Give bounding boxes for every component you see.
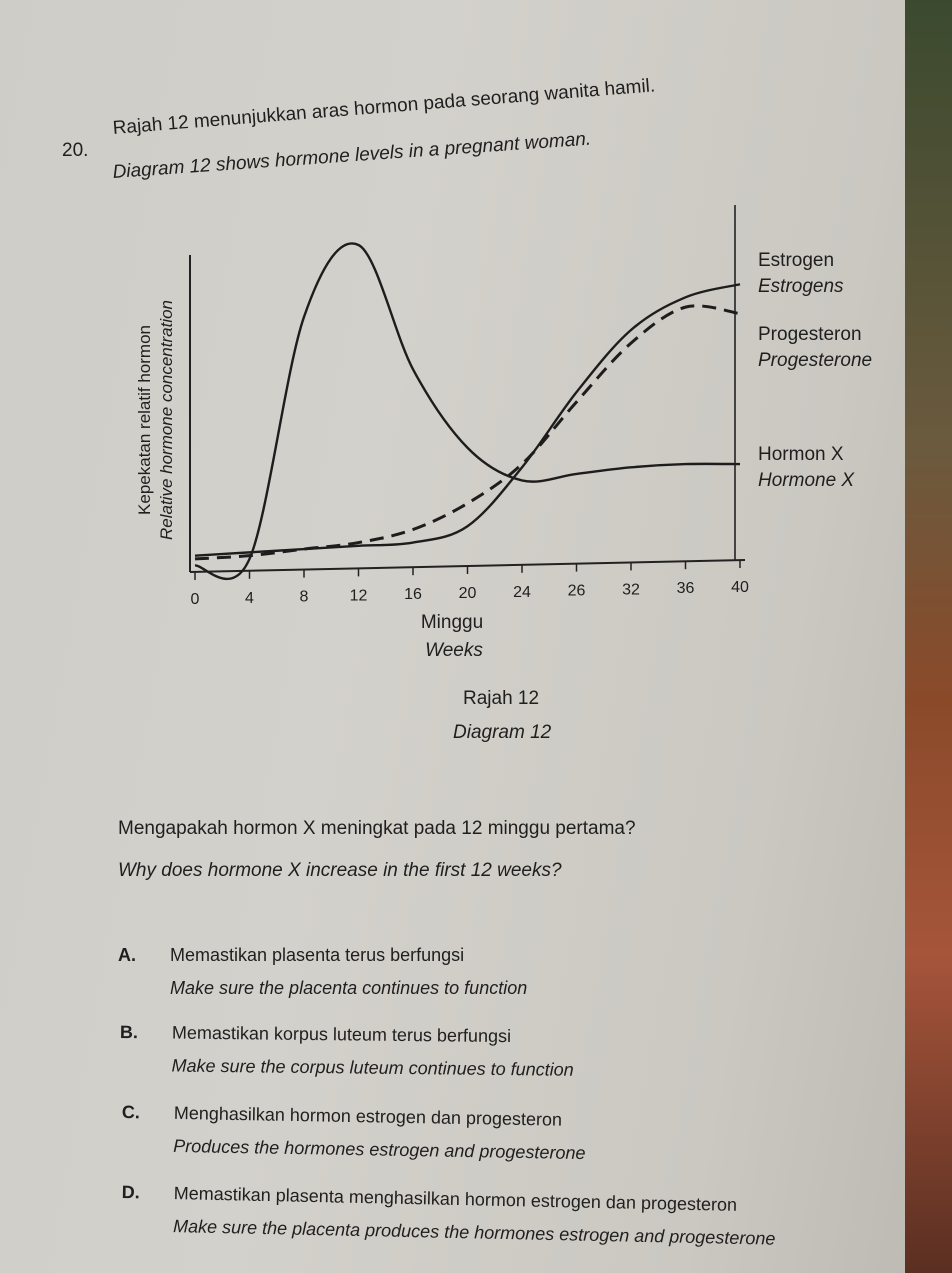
estrogen-label-my: Estrogen [758,250,835,271]
x-tick-label: 36 [676,580,695,598]
option-text-my: Memastikan plasenta terus berfungsi [170,945,465,965]
progesterone-line [195,306,740,559]
x-axis-title-my: Minggu [420,612,484,633]
hormone-x-label-my: Hormon X [758,444,844,465]
diagram-caption-en: Diagram 12 [453,722,552,743]
x-axis-title-en: Weeks [425,640,483,661]
option-text-my: Memastikan plasenta menghasilkan hormon estrogen dan progesteron [173,1183,738,1215]
option-letter: D. [121,1182,140,1203]
x-tick-label: 12 [349,587,368,605]
x-tick-label: 0 [190,591,200,608]
chart-axes [190,205,745,572]
question-prompt-my: Mengapakah hormon X meningkat pada 12 minggu pertama? [118,818,636,839]
x-tick-label: 20 [458,585,477,602]
question-prompt-en: Why does hormone X increase in the first 12 weeks? [118,860,562,881]
option-text-my: Memastikan korpus luteum terus berfungsi [171,1022,512,1047]
progesterone-label-my: Progesteron [758,324,862,345]
hormone-x-line [195,243,740,578]
progesterone-label-en: Progesterone [758,350,873,371]
y-axis-title-en: Relative hormone concentration [157,299,176,541]
option-letter: A. [118,945,136,965]
x-tick-label: 26 [567,582,586,600]
x-tick-label: 4 [245,589,254,607]
option-letter: C. [121,1102,140,1123]
option-text-en: Make sure the placenta produces the hormones estrogen and progesterone [172,1216,776,1249]
option-text-my: Menghasilkan hormon estrogen dan progesteron [173,1102,563,1130]
question-number: 20. [62,140,89,161]
x-tick-label: 24 [513,583,531,601]
hormone-x-label-en: Hormone X [758,470,855,491]
x-tick-label: 8 [299,588,309,606]
question-intro-en: Diagram 12 shows hormone levels in a pregnant woman. [112,128,592,183]
question-intro-my: Rajah 12 menunjukkan aras hormon pada seorang wanita hamil. [112,75,656,139]
estrogen-line [195,284,740,555]
chart-lines [195,243,740,578]
option-text-en: Make sure the corpus luteum continues to function [171,1055,574,1080]
x-tick-label: 16 [404,586,422,604]
option-text-en: Make sure the placenta continues to function [170,978,528,998]
y-axis-title-my: Kepekatan relatif hormon [135,325,154,515]
diagram-caption-my: Rajah 12 [463,688,540,709]
x-tick-label: 32 [622,581,640,599]
option-text-en: Produces the hormones estrogen and progesterone [173,1135,586,1164]
estrogen-label-en: Estrogens [758,276,844,297]
x-tick-label: 40 [731,579,749,596]
chart-ticks [191,560,749,608]
option-letter: B. [119,1022,138,1043]
